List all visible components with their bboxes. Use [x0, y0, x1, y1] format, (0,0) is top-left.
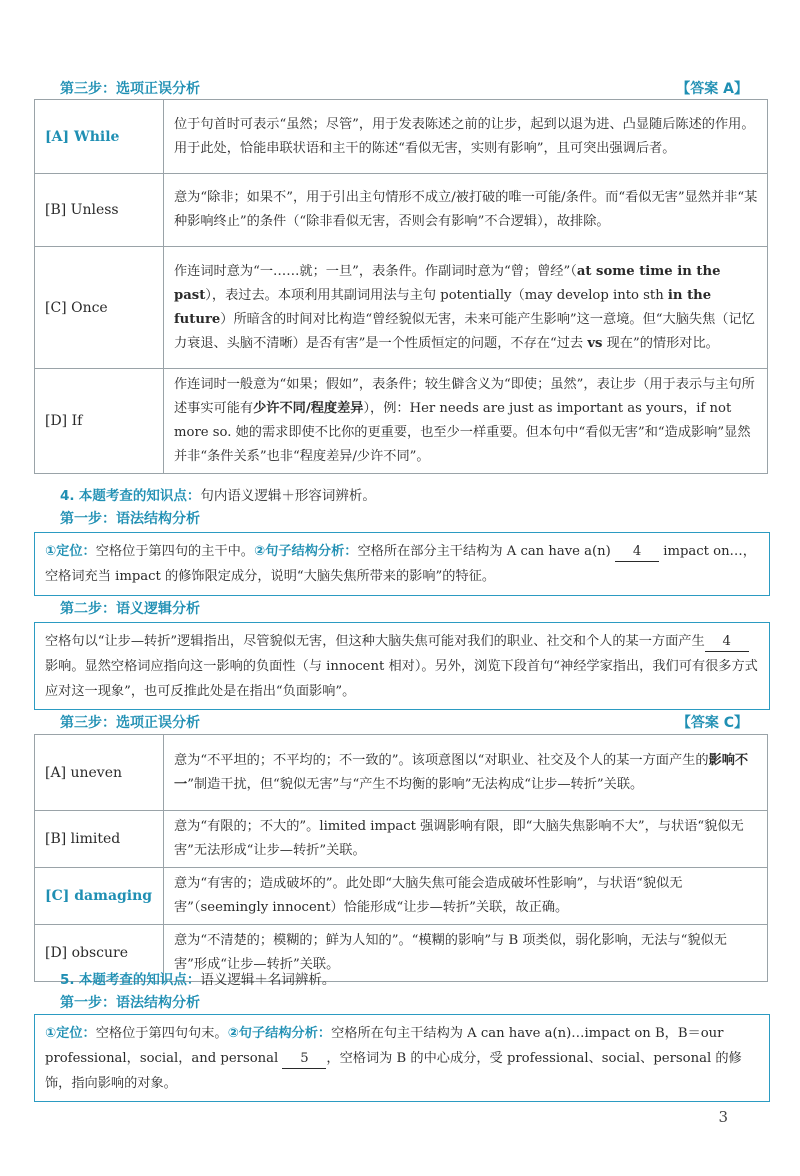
table-row	[35, 247, 768, 369]
option-label: [C] Once	[35, 247, 164, 369]
option-label: [D] If	[35, 369, 164, 474]
q4-grammar-box: ①定位：空格位于第四句的主干中。②句子结构分析：空格所在部分主干结构为 A can have a(n) 4 impact on…，空格词充当 impact 的修饰限定成分，说明“大脑失焦所带来的影响”的特征。	[34, 532, 770, 596]
q4-step1-title: 第一步：语法结构分析	[60, 511, 200, 527]
table-row	[35, 868, 768, 925]
option-label: [A] While	[35, 100, 164, 174]
page-number: 3	[718, 1108, 728, 1126]
table-row	[35, 369, 768, 474]
step3-title: 第三步：选项正误分析	[60, 81, 200, 97]
q4-logic-box: 空格句以“让步—转折”逻辑指出，尽管貌似无害，但这种大脑失焦可能对我们的职业、社交和个人的某一方面产生 4影响。显然空格词应指向这一影响的负面性（与 innocent 相对）。另外，浏览下段首句“神经学家指出，我们可有很多方式应对这一现象”，也可反推此处是在指出“负面影响”。	[34, 622, 770, 710]
option-analysis: 意为“不平坦的；不平均的；不一致的”。该项意图以“对职业、社交及个人的某一方面产生的影响不一”制造干扰，但“貌似无害”与“产生不均衡的影响”无法构成“让步—转折”关联。	[164, 735, 768, 811]
option-label: [A] uneven	[35, 735, 164, 811]
q4-step2-title: 第二步：语义逻辑分析	[60, 601, 200, 617]
q4-step3-title: 第三步：选项正误分析	[60, 715, 200, 731]
option-label: [C] damaging	[35, 868, 164, 925]
option-label: [D] obscure	[35, 925, 164, 982]
options-table-q4	[34, 734, 768, 982]
table-row	[35, 100, 768, 174]
q5-step1-title: 第一步：语法结构分析	[60, 995, 200, 1011]
answer-badge: 【答案 C】	[676, 715, 748, 731]
table-row	[35, 735, 768, 811]
table-row	[35, 811, 768, 868]
q5-grammar-box: ①定位：空格位于第四句句末。②句子结构分析：空格所在句主干结构为 A can have a(n)…impact on B，B＝our professional，social，and personal 5 ，空格词为 B 的中心成分，受 professional、social、personal 的修饰，指向影响的对象。	[34, 1014, 770, 1102]
option-analysis: 意为“有害的；造成破坏的”。此处即“大脑失焦可能会造成破坏性影响”，与状语“貌似无害”（seemingly innocent）恰能形成“让步—转折”关联，故正确。	[164, 868, 768, 925]
blank-4: 4	[705, 633, 749, 652]
option-analysis: 作连词时意为“一……就；一旦”，表条件。作副词时意为“曾；曾经”（at some time in the past），表过去。本项利用其副词用法与主句 potentially（may develop into sth in the future）所暗含的时间对比构造“曾经貌似无害，未来可能产生影响”这一意境。但“大脑失焦（记忆力衰退、头脑不清晰）是否有害”是一个性质恒定的问题，不存在“过去 vs 现在”的情形对比。	[164, 247, 768, 369]
option-analysis: 意为“不清楚的；模糊的；鲜为人知的”。“模糊的影响”与 B 项类似，弱化影响，无法与“貌似无害”形成“让步—转折”关联。	[164, 925, 768, 982]
option-label: [B] limited	[35, 811, 164, 868]
option-analysis: 作连词时一般意为“如果；假如”，表条件；较生僻含义为“即使；虽然”，表让步（用于表示与主句所述事实可能有少许不同/程度差异），例：Her needs are just as important as yours，if not more so. 她的需求即使不比你的更重要，也至少一样重要。但本句中“看似无害”和“造成影响”显然并非“条件关系”也非“程度差异/少许不同”。	[164, 369, 768, 474]
question-4-heading: 4. 本题考查的知识点：句内语义逻辑＋形容词辨析。	[60, 488, 376, 504]
blank-5: 5	[282, 1050, 326, 1069]
blank-4: 4	[615, 543, 659, 562]
option-label: [B] Unless	[35, 174, 164, 247]
options-table-q3	[34, 99, 768, 474]
option-analysis: 意为“除非；如果不”，用于引出主句情形不成立/被打破的唯一可能/条件。而“看似无害”显然并非“某种影响终止”的条件（“除非看似无害，否则会有影响”不合逻辑），故排除。	[164, 174, 768, 247]
option-analysis: 意为“有限的；不大的”。limited impact 强调影响有限，即“大脑失焦影响不大”，与状语“貌似无害”无法形成“让步—转折”关联。	[164, 811, 768, 868]
table-row	[35, 174, 768, 247]
answer-badge: 【答案 A】	[676, 81, 748, 97]
question-5-heading: 5. 本题考查的知识点：语义逻辑＋名词辨析。	[60, 972, 336, 988]
option-analysis: 位于句首时可表示“虽然；尽管”，用于发表陈述之前的让步，起到以退为进、凸显随后陈述的作用。用于此处，恰能串联状语和主干的陈述“看似无害，实则有影响”，且可突出强调后者。	[164, 100, 768, 174]
